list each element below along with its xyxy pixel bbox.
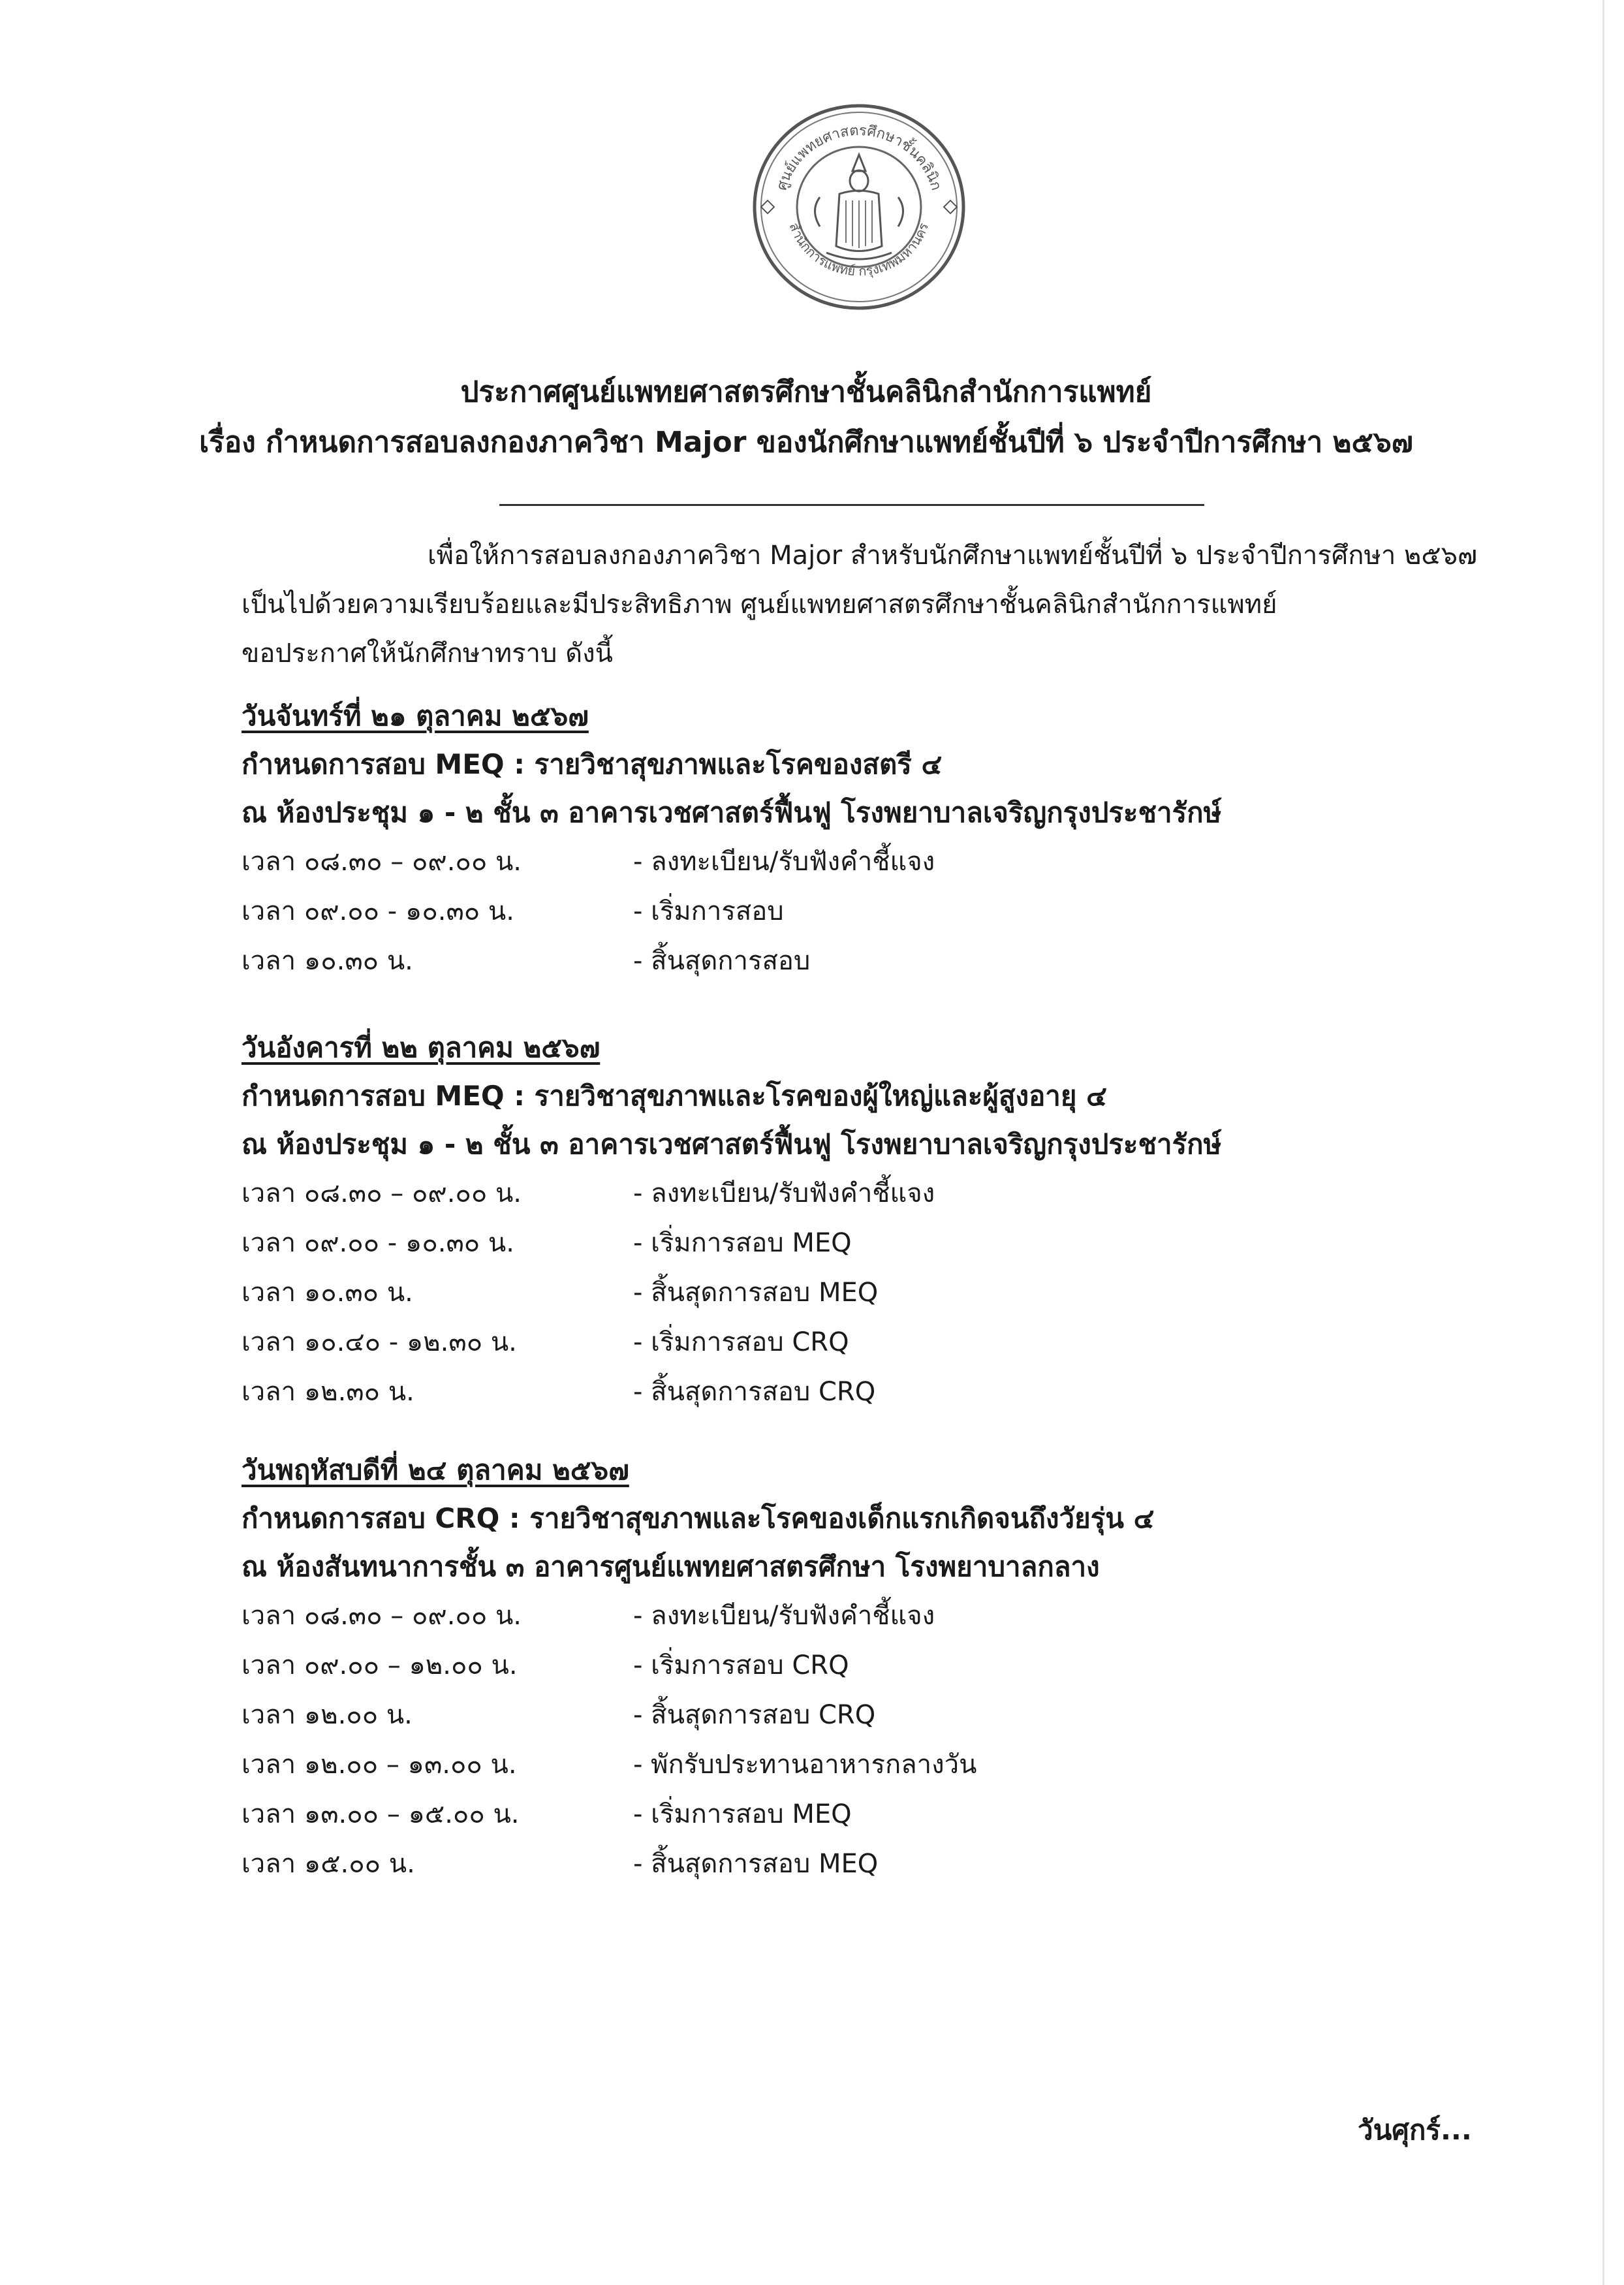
- document-title: ประกาศศูนย์แพทยศาสตรศึกษาชั้นคลินิกสำนักการแพทย์: [460, 375, 1152, 409]
- schedule-row: [242, 1641, 1482, 1690]
- schedule-activity: - เริ่มการสอบ MEQ: [633, 1799, 852, 1829]
- schedule-row: [242, 1690, 1482, 1740]
- schedule-activity: - ลงทะเบียน/รับฟังคำชี้แจง: [633, 847, 935, 877]
- schedule-time: เวลา ๑๒.๓๐ น.: [242, 1377, 414, 1407]
- document-subject: เรื่อง กำหนดการสอบลงกองภาควิชา Major ของนักศึกษาแพทย์ชั้นปีที่ ๖ ประจำปีการศึกษา ๒๕๖๗: [199, 426, 1413, 459]
- next-page-continuation: วันศุกร์...: [1358, 2114, 1472, 2146]
- schedule-row: [242, 1367, 1482, 1417]
- schedule-section-tuesday: [242, 1024, 1482, 1417]
- schedule-activity: - ลงทะเบียน/รับฟังคำชี้แจง: [633, 1601, 935, 1631]
- intro-line-1: เพื่อให้การสอบลงกองภาควิชา Major สำหรับนักศึกษาแพทย์ชั้นปีที่ ๖ ประจำปีการศึกษา ๒๕๖๗: [428, 541, 1478, 571]
- schedule-activity: - สิ้นสุดการสอบ MEQ: [633, 1278, 879, 1308]
- schedule-activity: - ลงทะเบียน/รับฟังคำชี้แจง: [633, 1178, 935, 1208]
- schedule-activity: - สิ้นสุดการสอบ CRQ: [633, 1377, 876, 1407]
- scan-edge-line: [1602, 0, 1604, 2285]
- seal-text-bottom: สำนักการแพทย์ กรุงเทพมหานคร: [786, 220, 932, 279]
- schedule-activity: - เริ่มการสอบ: [633, 896, 784, 926]
- schedule-row: [242, 1740, 1482, 1789]
- schedule-time: เวลา ๑๒.๐๐ – ๑๓.๐๐ น.: [242, 1750, 517, 1780]
- schedule-time: เวลา ๐๘.๓๐ – ๐๙.๐๐ น.: [242, 1178, 522, 1208]
- schedule-time: เวลา ๐๙.๐๐ - ๑๐.๓๐ น.: [242, 1228, 514, 1258]
- schedule-row: [242, 1218, 1482, 1268]
- schedule-activity: - สิ้นสุดการสอบ MEQ: [633, 1849, 879, 1879]
- title-divider: [499, 504, 1204, 506]
- schedule-activity: - เริ่มการสอบ CRQ: [633, 1650, 849, 1680]
- schedule-activity: - สิ้นสุดการสอบ CRQ: [633, 1700, 876, 1730]
- section-date: วันพฤหัสบดีที่ ๒๔ ตุลาคม ๒๕๖๗: [242, 1454, 629, 1486]
- schedule-row: [242, 1839, 1482, 1889]
- section-date: วันจันทร์ที่ ๒๑ ตุลาคม ๒๕๖๗: [242, 700, 589, 732]
- schedule-row: [242, 1268, 1482, 1317]
- section-venue: ณ ห้องประชุม ๑ - ๒ ชั้น ๓ อาคารเวชศาสตร์ฟื้นฟู โรงพยาบาลเจริญกรุงประชารักษ์: [242, 1128, 1222, 1160]
- schedule-time: เวลา ๑๐.๓๐ น.: [242, 1278, 413, 1308]
- institution-seal-logo: [748, 99, 970, 315]
- schedule-section-monday: [242, 692, 1482, 986]
- schedule-activity: - เริ่มการสอบ MEQ: [633, 1228, 852, 1258]
- section-date: วันอังคารที่ ๒๒ ตุลาคม ๒๕๖๗: [242, 1032, 601, 1064]
- section-subject: กำหนดการสอบ CRQ : รายวิชาสุขภาพและโรคของเด็กแรกเกิดจนถึงวัยรุ่น ๔: [242, 1502, 1155, 1534]
- schedule-row: [242, 1591, 1482, 1641]
- schedule-time: เวลา ๐๙.๐๐ - ๑๐.๓๐ น.: [242, 896, 514, 926]
- svg-text:ศูนย์แพทยศาสตรศึกษาชั้นคลินิก: [773, 123, 944, 193]
- schedule-row: [242, 837, 1482, 887]
- schedule-activity: - สิ้นสุดการสอบ: [633, 946, 811, 976]
- schedule-time: เวลา ๑๐.๔๐ - ๑๒.๓๐ น.: [242, 1327, 517, 1357]
- schedule-time: เวลา ๑๒.๐๐ น.: [242, 1700, 413, 1730]
- schedule-row: [242, 936, 1482, 986]
- intro-line-3: ขอประกาศให้นักศึกษาทราบ ดังนี้: [242, 638, 613, 669]
- schedule-row: [242, 1317, 1482, 1367]
- schedule-time: เวลา ๑๕.๐๐ น.: [242, 1849, 415, 1879]
- schedule-activity: - เริ่มการสอบ CRQ: [633, 1327, 849, 1357]
- schedule-time: เวลา ๑๓.๐๐ – ๑๕.๐๐ น.: [242, 1799, 520, 1829]
- schedule-time: เวลา ๐๘.๓๐ – ๐๙.๐๐ น.: [242, 847, 522, 877]
- section-subject: กำหนดการสอบ MEQ : รายวิชาสุขภาพและโรคของสตรี ๔: [242, 748, 943, 780]
- section-venue: ณ ห้องสันทนาการชั้น ๓ อาคารศูนย์แพทยศาสตรศึกษา โรงพยาบาลกลาง: [242, 1551, 1100, 1583]
- schedule-row: [242, 1789, 1482, 1839]
- schedule-row: [242, 887, 1482, 936]
- intro-line-2: เป็นไปด้วยความเรียบร้อยและมีประสิทธิภาพ ศูนย์แพทยศาสตรศึกษาชั้นคลินิกสำนักการแพทย์: [242, 590, 1277, 620]
- section-venue: ณ ห้องประชุม ๑ - ๒ ชั้น ๓ อาคารเวชศาสตร์ฟื้นฟู โรงพยาบาลเจริญกรุงประชารักษ์: [242, 796, 1222, 828]
- seal-text-top: ศูนย์แพทยศาสตรศึกษาชั้นคลินิก: [773, 122, 945, 193]
- schedule-time: เวลา ๑๐.๓๐ น.: [242, 946, 413, 976]
- schedule-activity: - พักรับประทานอาหารกลางวัน: [633, 1750, 977, 1780]
- schedule-row: [242, 1169, 1482, 1218]
- schedule-time: เวลา ๐๘.๓๐ – ๐๙.๐๐ น.: [242, 1601, 522, 1631]
- section-subject: กำหนดการสอบ MEQ : รายวิชาสุขภาพและโรคของผู้ใหญ่และผู้สูงอายุ ๔: [242, 1080, 1107, 1112]
- schedule-time: เวลา ๐๙.๐๐ – ๑๒.๐๐ น.: [242, 1650, 518, 1680]
- schedule-section-thursday: [242, 1446, 1482, 1889]
